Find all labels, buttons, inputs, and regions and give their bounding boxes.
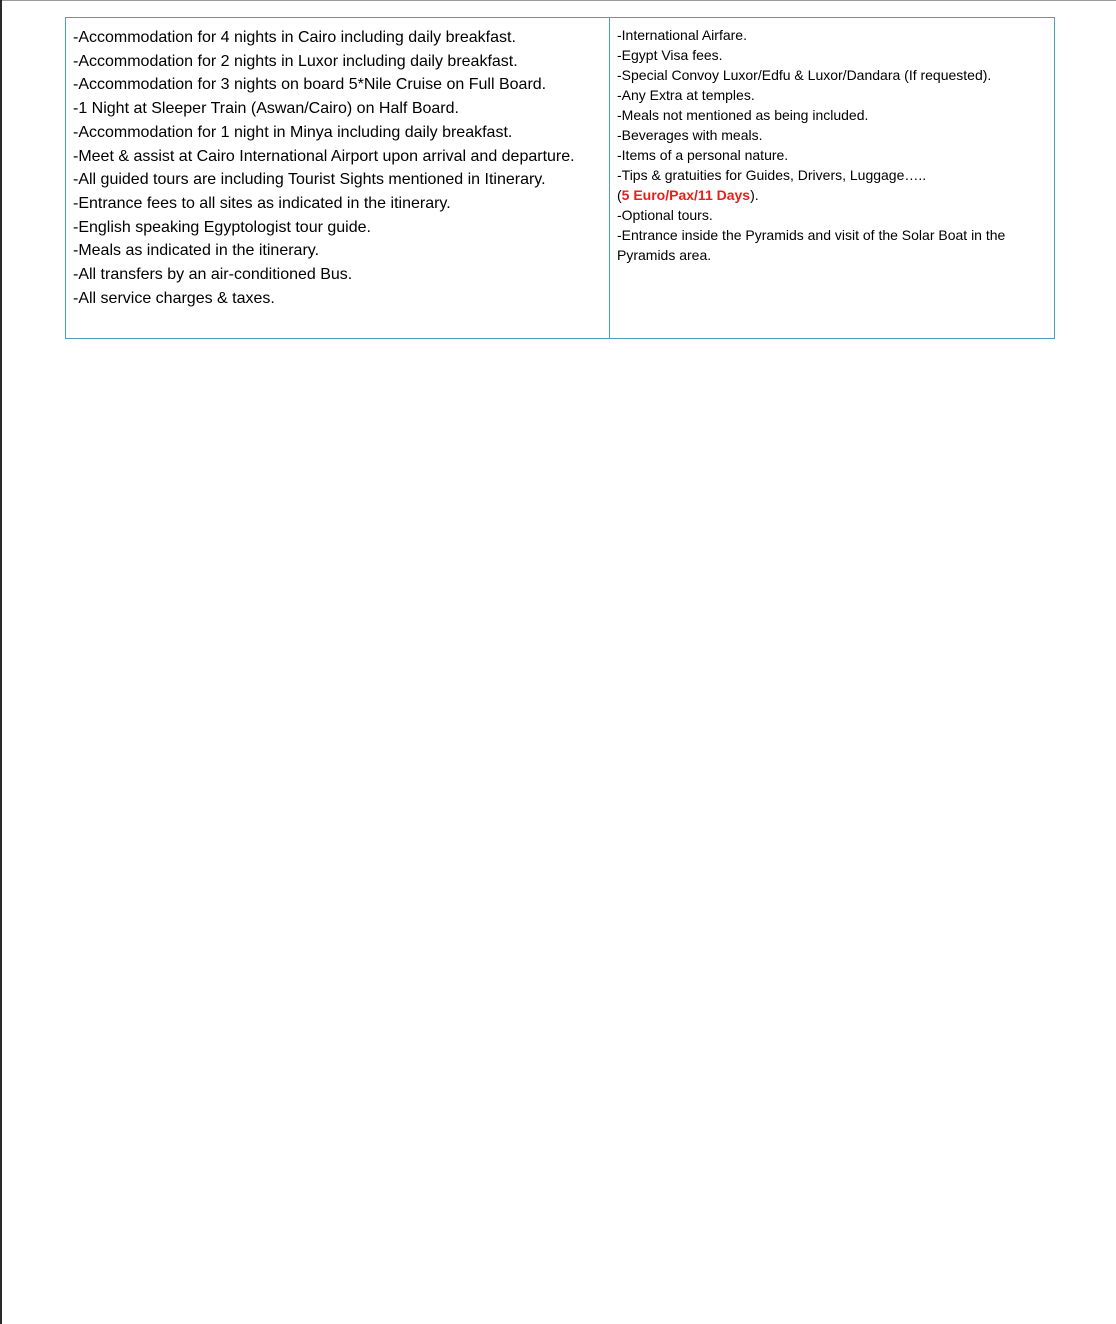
included-list	[73, 26, 603, 310]
excluded-item: -Beverages with meals.	[617, 127, 763, 143]
included-item: -Accommodation for 1 night in Minya including daily breakfast.	[73, 123, 513, 141]
excluded-item: -Special Convoy Luxor/Edfu & Luxor/Dandara (If requested).	[617, 67, 992, 83]
included-item: -Accommodation for 2 nights in Luxor including daily breakfast.	[73, 52, 518, 70]
includes-excludes-table	[65, 17, 1055, 339]
page-left-edge	[0, 0, 2, 1324]
tips-note-open: (	[617, 187, 622, 203]
excluded-item: -Tips & gratuities for Guides, Drivers, Luggage…..	[617, 167, 927, 183]
included-item: -1 Night at Sleeper Train (Aswan/Cairo) on Half Board.	[73, 100, 459, 118]
page-top-edge	[0, 0, 1116, 1]
included-cell	[66, 18, 610, 338]
excluded-item: -Any Extra at temples.	[617, 87, 755, 103]
included-item: -Meals as indicated in the itinerary.	[73, 242, 320, 260]
included-item: -Meet & assist at Cairo International Airport upon arrival and departure.	[73, 147, 575, 165]
excluded-cell	[610, 18, 1054, 338]
included-item: -English speaking Egyptologist tour guide.	[73, 218, 371, 236]
included-item: -Entrance fees to all sites as indicated in the itinerary.	[73, 194, 451, 212]
excluded-list	[617, 25, 1048, 265]
included-item: -All guided tours are including Tourist Sights mentioned in Itinerary.	[73, 171, 546, 189]
excluded-item: -Entrance inside the Pyramids and visit of the Solar Boat in the Pyramids area.	[617, 227, 1006, 263]
tips-note-close: ).	[750, 187, 759, 203]
excluded-item: -Meals not mentioned as being included.	[617, 107, 869, 123]
excluded-item: -International Airfare.	[617, 27, 747, 43]
excluded-item: -Egypt Visa fees.	[617, 47, 723, 63]
included-item: -All service charges & taxes.	[73, 289, 275, 307]
tips-note	[617, 185, 1048, 205]
tips-amount-highlight: 5 Euro/Pax/11 Days	[621, 187, 751, 203]
included-item: -Accommodation for 4 nights in Cairo including daily breakfast.	[73, 29, 516, 46]
included-item: -Accommodation for 3 nights on board 5*Nile Cruise on Full Board.	[73, 76, 547, 94]
excluded-item: -Optional tours.	[617, 207, 713, 223]
included-item: -All transfers by an air-conditioned Bus.	[73, 266, 353, 284]
excluded-item: -Items of a personal nature.	[617, 147, 789, 163]
